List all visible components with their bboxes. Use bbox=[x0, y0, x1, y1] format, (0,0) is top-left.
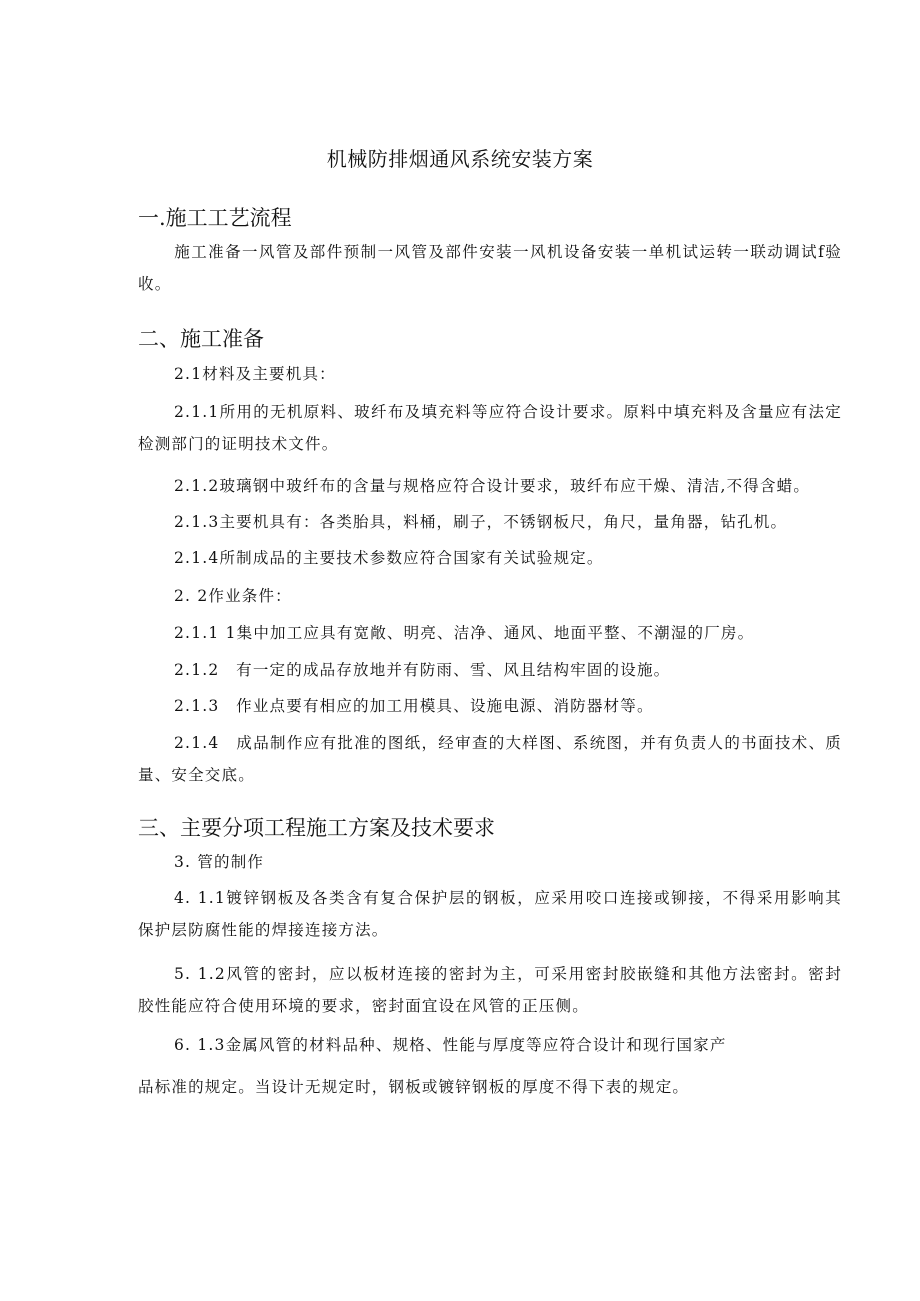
paragraph-text: 5. 1.2风管的密封，应以板材连接的密封为主，可采用密封胶嵌缝和其他方法密封。密封胶性能应符合使用环境的要求，密封面宜设在风管的正压侧。 bbox=[138, 965, 842, 1015]
paragraph: 3. 管的制作 bbox=[174, 853, 265, 871]
paragraph bbox=[138, 727, 842, 791]
document-title: 机械防排烟通风系统安装方案 bbox=[326, 147, 594, 171]
paragraph: 2. 2作业条件： bbox=[174, 587, 292, 605]
section-heading-1: 一.施工工艺流程 bbox=[138, 206, 292, 230]
paragraph bbox=[138, 236, 842, 300]
paragraph bbox=[138, 882, 842, 946]
paragraph: 2.1.2 有一定的成品存放地并有防雨、雪、风且结构牢固的设施。 bbox=[174, 661, 671, 679]
paragraph: 2.1.3主要机具有：各类胎具，料桶，刷子，不锈钢板尺，角尺，量角器，钻孔机。 bbox=[174, 513, 788, 531]
paragraph: 2.1.1 1集中加工应具有宽敞、明亮、洁净、通风、地面平整、不潮湿的厂房。 bbox=[174, 624, 755, 642]
section-heading-3: 三、主要分项工程施工方案及技术要求 bbox=[138, 816, 495, 840]
paragraph bbox=[138, 958, 842, 1022]
paragraph: 2.1.4所制成品的主要技术参数应符合国家有关试验规定。 bbox=[174, 549, 604, 567]
paragraph-text: 施工准备一风管及部件预制一风管及部件安装一风机设备安装一单机试运转一联动调试f验收。 bbox=[138, 243, 842, 293]
paragraph: 2.1材料及主要机具： bbox=[174, 365, 336, 383]
paragraph: 2.1.2玻璃钢中玻纤布的含量与规格应符合设计要求，玻纤布应干燥、清洁,不得含蜡。 bbox=[174, 477, 811, 495]
paragraph-text: 2.1.4 成品制作应有批准的图纸，经审查的大样图、系统图，并有负责人的书面技术、质量、安全交底。 bbox=[138, 734, 842, 784]
paragraph-text: 4. 1.1镀锌钢板及各类含有复合保护层的钢板，应采用咬口连接或铆接，不得采用影响其保护层防腐性能的焊接连接方法。 bbox=[138, 889, 842, 939]
paragraph: 品标准的规定。当设计无规定时，钢板或镀锌钢板的厚度不得下表的规定。 bbox=[138, 1078, 690, 1096]
paragraph bbox=[138, 396, 842, 460]
paragraph: 2.1.3 作业点要有相应的加工用模具、设施电源、消防器材等。 bbox=[174, 697, 654, 715]
section-heading-2: 二、施工准备 bbox=[138, 327, 264, 351]
paragraph: 6. 1.3金属风管的材料品种、规格、性能与厚度等应符合设计和现行国家产 bbox=[174, 1036, 727, 1054]
paragraph-text: 2.1.1所用的无机原料、玻纤布及填充料等应符合设计要求。原料中填充料及含量应有法定检测部门的证明技术文件。 bbox=[138, 403, 842, 453]
